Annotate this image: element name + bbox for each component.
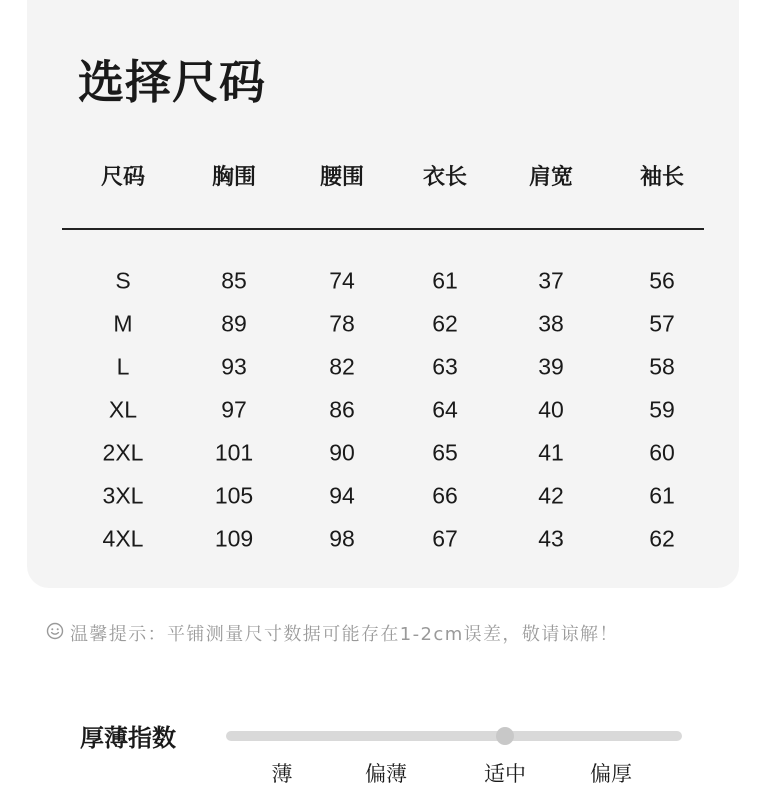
measurement-cell: 40 [538,396,564,423]
size-cell: XL [108,396,138,423]
measurement-cell: 56 [649,267,675,294]
thickness-level-label: 薄 [271,762,293,786]
column-header: 胸围 [211,165,257,190]
measurement-cell: 37 [538,267,564,294]
measurement-cell: 60 [649,439,675,466]
measurement-cell: 61 [649,482,675,509]
page-title: 选择尺码 [78,55,266,109]
measurement-tip [46,620,619,646]
thickness-slider-thumb [496,727,514,745]
size-cell: M [113,310,133,337]
size-cell: L [116,353,130,380]
measurement-cell: 89 [221,310,247,337]
measurement-cell: 66 [432,482,458,509]
smile-icon [46,622,64,645]
size-cell: S [115,267,131,294]
measurement-cell: 39 [538,353,564,380]
thickness-label: 厚薄指数 [80,724,176,752]
thickness-level-label: 适中 [484,762,526,786]
measurement-cell: 62 [649,525,675,552]
measurement-cell: 62 [432,310,458,337]
measurement-cell: 98 [329,525,355,552]
thickness-level-label: 偏厚 [590,762,632,786]
measurement-cell: 109 [214,525,254,552]
measurement-cell: 94 [329,482,355,509]
measurement-cell: 97 [221,396,247,423]
size-cell: 4XL [102,525,144,552]
thickness-level-label: 偏薄 [365,762,407,786]
measurement-cell: 42 [538,482,564,509]
measurement-cell: 57 [649,310,675,337]
measurement-cell: 61 [432,267,458,294]
column-header: 肩宽 [528,165,574,190]
measurement-cell: 85 [221,267,247,294]
measurement-cell: 93 [221,353,247,380]
column-header: 尺码 [100,165,146,190]
measurement-cell: 101 [214,439,254,466]
measurement-cell: 43 [538,525,564,552]
measurement-cell: 63 [432,353,458,380]
measurement-cell: 41 [538,439,564,466]
measurement-cell: 65 [432,439,458,466]
measurement-cell: 105 [214,482,254,509]
tip-text: 温馨提示：平铺测量尺寸数据可能存在1-2cm误差，敬请谅解！ [70,624,619,645]
measurement-cell: 67 [432,525,458,552]
column-header: 腰围 [319,165,365,190]
measurement-cell: 86 [329,396,355,423]
measurement-cell: 82 [329,353,355,380]
measurement-cell: 59 [649,396,675,423]
measurement-cell: 38 [538,310,564,337]
measurement-cell: 58 [649,353,675,380]
column-header: 袖长 [639,165,685,190]
size-cell: 2XL [102,439,144,466]
size-cell: 3XL [102,482,144,509]
measurement-cell: 90 [329,439,355,466]
thickness-slider-track [226,731,682,741]
measurement-cell: 74 [329,267,355,294]
measurement-cell: 78 [329,310,355,337]
column-header: 衣长 [422,165,468,190]
header-divider [62,228,704,230]
measurement-cell: 64 [432,396,458,423]
